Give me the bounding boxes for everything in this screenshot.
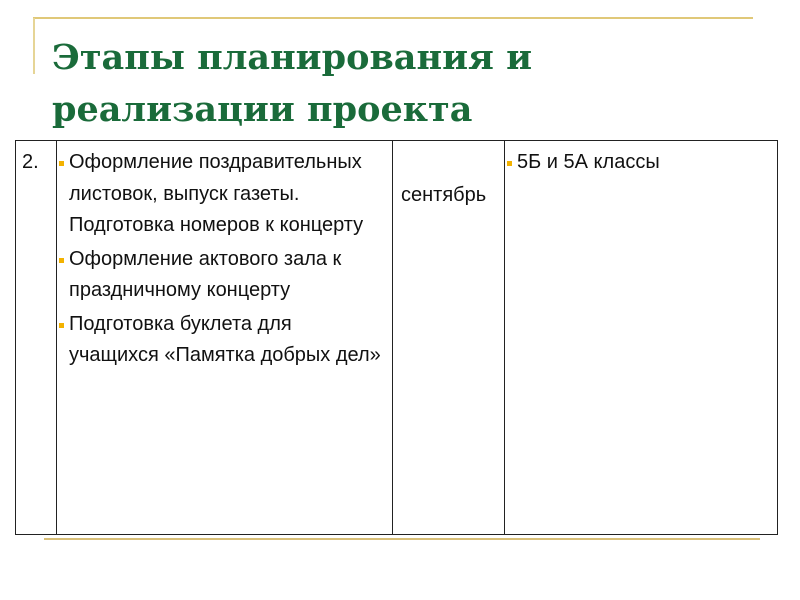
participants-list [511, 147, 772, 179]
bullet-icon [59, 161, 64, 166]
tasks-cell [57, 141, 393, 535]
bullet-icon [59, 323, 64, 328]
top-rule [33, 17, 753, 19]
bullet-icon [507, 161, 512, 166]
left-accent-rule [33, 18, 35, 74]
list-item [511, 147, 772, 179]
participants-cell [505, 141, 778, 535]
participants-text: 5Б и 5А классы [517, 151, 660, 173]
slide-title: Этапы планирования и реализации проекта [52, 37, 533, 130]
table-row [16, 141, 778, 535]
plan-table [15, 140, 778, 535]
row-number: 2. [16, 141, 57, 535]
task-text: Подготовка буклета для учащихся «Памятка добрых дел» [69, 312, 381, 366]
task-text: Оформление поздравительных листовок, выпуск газеты. Подготовка номеров к концерту [69, 151, 364, 236]
tasks-list [63, 147, 387, 372]
date-cell: сентябрь [393, 141, 505, 535]
bottom-rule [44, 538, 760, 540]
list-item [63, 244, 387, 307]
list-item [63, 147, 387, 242]
task-text: Оформление актового зала к праздничному концерту [69, 247, 342, 301]
list-item [63, 309, 387, 372]
bullet-icon [59, 258, 64, 263]
